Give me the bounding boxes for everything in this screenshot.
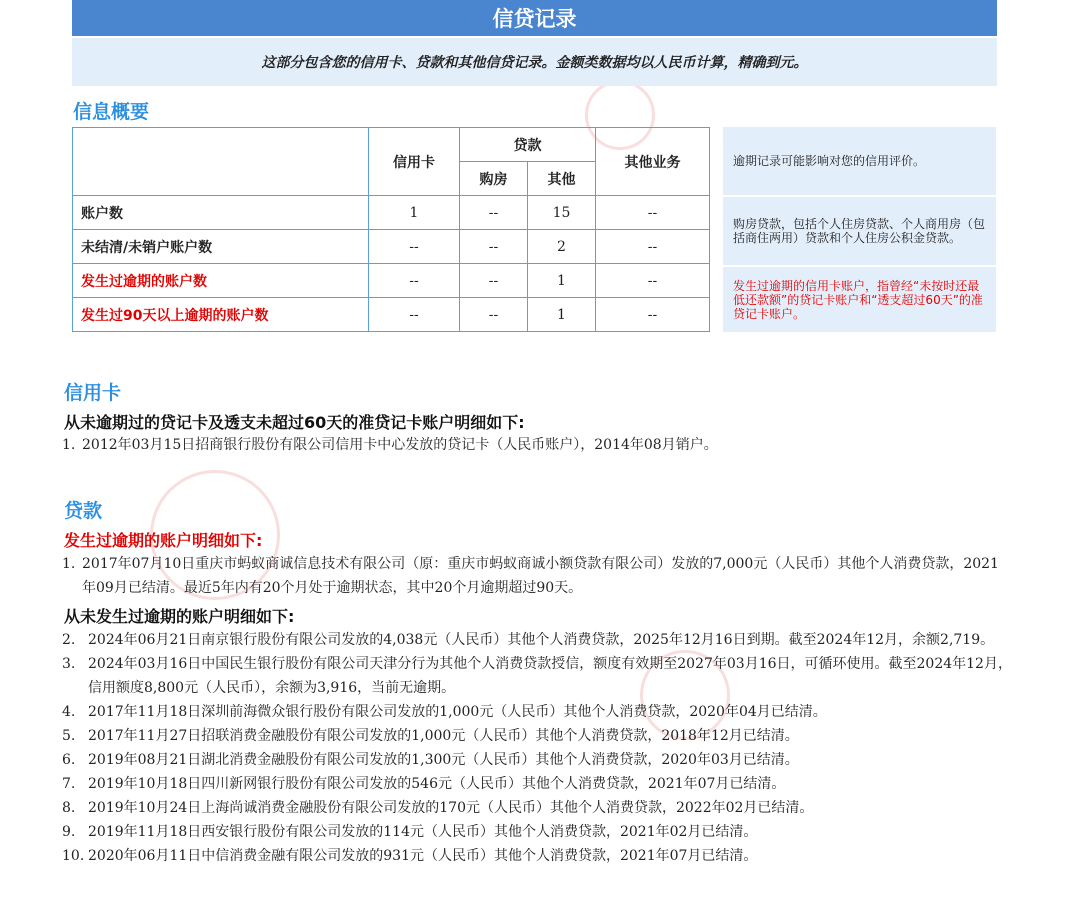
- col-header-loan: 贷款: [460, 128, 596, 162]
- cell-credit: --: [369, 264, 460, 298]
- row-label: 发生过逾期的账户数: [73, 264, 369, 298]
- table-row: [73, 230, 710, 264]
- cell-house: --: [460, 230, 528, 264]
- cell-house: --: [460, 298, 528, 332]
- item-number: 7.: [62, 776, 76, 792]
- item-text: 2020年06月11日中信消费金融有限公司发放的931元（人民币）其他个人消费贷款，2021年07月已结清。: [88, 848, 758, 864]
- list-item: [62, 628, 1012, 652]
- item-number: 1.: [62, 437, 76, 453]
- cell-other: 2: [528, 230, 596, 264]
- item-text: 2019年08月21日湖北消费金融股份有限公司发放的1,300元（人民币）其他个人消费贷款，2020年03月已结清。: [88, 752, 799, 768]
- item-number: 4.: [62, 704, 76, 720]
- cell-biz: --: [596, 298, 710, 332]
- cell-credit: 1: [369, 196, 460, 230]
- summary-note-overdue: 发生过逾期的信用卡账户，指曾经“未按时还最低还款额”的贷记卡账户和“透支超过60天”的准贷记卡账户。: [723, 267, 996, 332]
- list-item: [62, 700, 1012, 724]
- row-label: 未结清/未销户账户数: [73, 230, 369, 264]
- item-number: 10.: [62, 848, 85, 864]
- loan-normal-title: 从未发生过逾期的账户明细如下:: [64, 607, 295, 626]
- col-header-house: 购房: [460, 162, 528, 196]
- loan-overdue-list: [62, 552, 1012, 600]
- loan-overdue-title: 发生过逾期的账户明细如下:: [64, 531, 263, 550]
- row-label: 账户数: [73, 196, 369, 230]
- col-header-other: 其他: [528, 162, 596, 196]
- cell-other: 15: [528, 196, 596, 230]
- row-label: 发生过90天以上逾期的账户数: [73, 298, 369, 332]
- item-number: 3.: [62, 656, 76, 672]
- item-number: 5.: [62, 728, 76, 744]
- loan-section-title: 贷款: [64, 500, 103, 522]
- table-row: [73, 264, 710, 298]
- cell-biz: --: [596, 264, 710, 298]
- summary-table: [72, 127, 710, 332]
- item-text: 2017年11月27日招联消费金融股份有限公司发放的1,000元（人民币）其他个人消费贷款，2018年12月已结清。: [88, 728, 799, 744]
- list-item: [62, 748, 1012, 772]
- item-text: 2017年11月18日深圳前海微众银行股份有限公司发放的1,000元（人民币）其他个人消费贷款，2020年04月已结清。: [88, 704, 827, 720]
- cell-house: --: [460, 264, 528, 298]
- cell-biz: --: [596, 196, 710, 230]
- list-item: [62, 820, 1012, 844]
- list-item: [62, 552, 1012, 600]
- item-text: 2019年11月18日西安银行股份有限公司发放的114元（人民币）其他个人消费贷款，2021年02月已结清。: [88, 824, 758, 840]
- credit-card-subtitle: 从未逾期过的贷记卡及透支未超过60天的准贷记卡账户明细如下:: [64, 413, 525, 432]
- cell-credit: --: [369, 230, 460, 264]
- table-row: [73, 298, 710, 332]
- item-text: 2019年10月18日四川新网银行股份有限公司发放的546元（人民币）其他个人消费贷款，2021年07月已结清。: [88, 776, 786, 792]
- table-corner-cell: [73, 128, 369, 196]
- list-item: [62, 433, 1012, 457]
- section-banner: 信贷记录: [72, 0, 997, 36]
- list-item: [62, 772, 1012, 796]
- cell-credit: --: [369, 298, 460, 332]
- list-item: [62, 724, 1012, 748]
- cell-biz: --: [596, 230, 710, 264]
- section-description: 这部分包含您的信用卡、贷款和其他信贷记录。金额类数据均以人民币计算，精确到元。: [72, 38, 997, 86]
- item-text: 2024年06月21日南京银行股份有限公司发放的4,038元（人民币）其他个人消费贷款，2025年12月16日到期。截至2024年12月，余额2,719。: [88, 632, 995, 648]
- item-text: 2012年03月15日招商银行股份有限公司信用卡中心发放的贷记卡（人民币账户），2014年08月销户。: [82, 437, 718, 453]
- cell-other: 1: [528, 264, 596, 298]
- summary-section-title: 信息概要: [73, 101, 150, 123]
- loan-normal-list: [62, 628, 1012, 868]
- list-item: [62, 652, 1012, 700]
- table-header-row: [73, 128, 710, 162]
- col-header-credit: 信用卡: [369, 128, 460, 196]
- list-item: [62, 796, 1012, 820]
- item-text: 2024年03月16日中国民生银行股份有限公司天津分行为其他个人消费贷款授信，额度有效期至2027年03月16日，可循环使用。截至2024年12月，信用额度8,800元（人民币），余额为3,916，当前无逾期。: [88, 656, 1012, 696]
- item-number: 8.: [62, 800, 76, 816]
- item-number: 1.: [62, 556, 76, 572]
- table-row: [73, 196, 710, 230]
- col-header-other-biz: 其他业务: [596, 128, 710, 196]
- cell-other: 1: [528, 298, 596, 332]
- credit-card-list: [62, 433, 1012, 457]
- summary-note: 购房贷款，包括个人住房贷款、个人商用房（包括商住两用）贷款和个人住房公积金贷款。: [723, 197, 996, 265]
- item-text: 2019年10月24日上海尚诚消费金融股份有限公司发放的170元（人民币）其他个人消费贷款，2022年02月已结清。: [88, 800, 814, 816]
- item-number: 9.: [62, 824, 76, 840]
- item-number: 2.: [62, 632, 76, 648]
- list-item: [62, 844, 1012, 868]
- item-number: 6.: [62, 752, 76, 768]
- credit-card-section-title: 信用卡: [64, 382, 122, 404]
- summary-note: 逾期记录可能影响对您的信用评价。: [723, 127, 996, 195]
- item-text: 2017年07月10日重庆市蚂蚁商诚信息技术有限公司（原：重庆市蚂蚁商诚小额贷款有限公司）发放的7,000元（人民币）其他个人消费贷款，2021年09月已结清。最近5年内有20个月处于逾期状态，其中20个月逾期超过90天。: [82, 556, 999, 596]
- cell-house: --: [460, 196, 528, 230]
